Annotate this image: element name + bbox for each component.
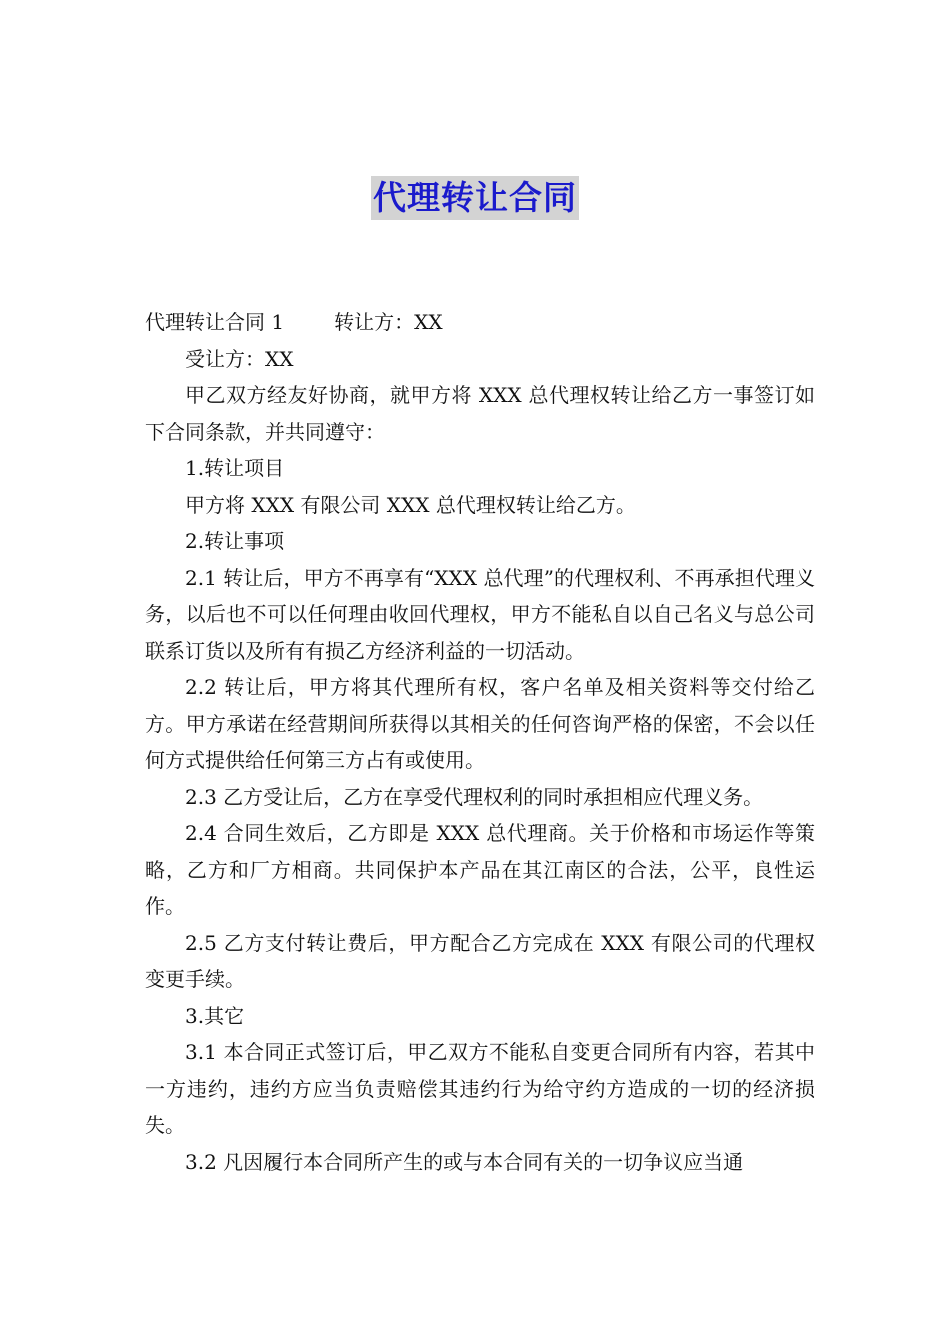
paragraph-2-1: 2.1 转让后，甲方不再享有“XXX 总代理”的代理权利、不再承担代理义务，以后也不可以任何理由收回代理权，甲方不能私自以自己名义与总公司联系订货以及所有有损乙方经济利益的一切活动。	[145, 565, 815, 663]
paragraph-preamble: 甲乙双方经友好协商，就甲方将 XXX 总代理权转让给乙方一事签订如下合同条款，并共同遵守：	[145, 383, 815, 444]
header-right-text: 转让方：XX	[334, 310, 443, 334]
document-body	[145, 304, 815, 1180]
document-title: 代理转让合同	[371, 176, 579, 220]
paragraph-1: 甲方将 XXX 有限公司 XXX 总代理权转让给乙方。	[185, 492, 636, 517]
section-heading-3: 3.其它	[185, 1003, 245, 1028]
title-container	[0, 176, 950, 220]
header-left-text: 代理转让合同 1	[145, 310, 285, 334]
paragraph-2-2: 2.2 转让后，甲方将其代理所有权，客户名单及相关资料等交付给乙方。甲方承诺在经营期间所获得以其相关的任何咨询严格的保密，不会以任何方式提供给任何第三方占有或使用。	[145, 675, 815, 772]
paragraph-3-1: 3.1 本合同正式签订后，甲乙双方不能私自变更合同所有内容，若其中一方违约，违约方应当负责赔偿其违约行为给守约方造成的一切的经济损失。	[145, 1040, 815, 1137]
paragraph-2-4: 2.4 合同生效后，乙方即是 XXX 总代理商。关于价格和市场运作等策略，乙方和厂方相商。共同保护本产品在其江南区的合法，公平，良性运作。	[145, 821, 815, 918]
header-line	[145, 304, 815, 341]
section-heading-1: 1.转让项目	[185, 456, 285, 480]
paragraph-3-2: 3.2 凡因履行本合同所产生的或与本合同有关的一切争议应当通	[185, 1149, 744, 1174]
section-heading-2: 2.转让事项	[185, 529, 285, 553]
paragraph-2-3: 2.3 乙方受让后，乙方在享受代理权利的同时承担相应代理义务。	[185, 784, 764, 809]
paragraph-2-5: 2.5 乙方支付转让费后，甲方配合乙方完成在 XXX 有限公司的代理权变更手续。	[145, 930, 815, 991]
paragraph-assignee: 受让方：XX	[185, 346, 294, 371]
